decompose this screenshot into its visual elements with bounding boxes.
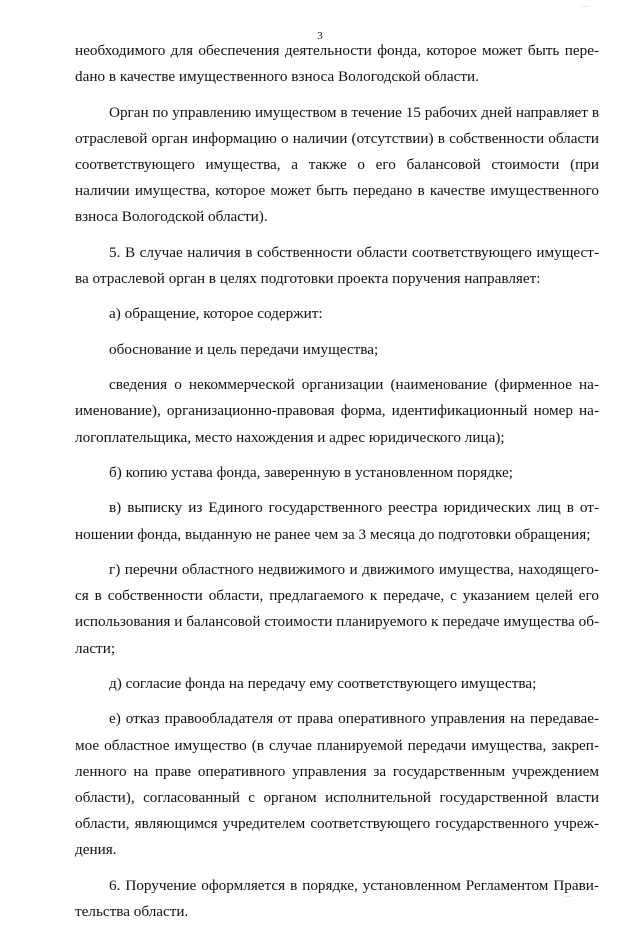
paragraph-property-authority: Орган по управлению имуществом в течение 15 рабочих дней направляет в отраслевой орган информацию о наличии (отсутствии) в собственности области соответствующего имущества, а также о его балансовой стоимости (при наличии имущества, которое может быть передано в качестве имущественного взноса Вологодской области).: [75, 103, 599, 226]
scan-corner-mark: ...: [582, 3, 590, 9]
paragraph-item-5: 5. В случае наличия в собственности области соответствующего имущества отраслевой орган в целях подготовки проекта поручения направляет:: [75, 243, 599, 287]
paragraph-item-d: д) согласие фонда на передачу ему соответствующего имущества;: [109, 674, 537, 692]
scan-corner-mark-bottom: ...: [566, 893, 574, 899]
paragraph-item-a: а) обращение, которое содержит:: [109, 305, 323, 323]
document-body: [75, 38, 599, 934]
paragraph-item-b: б) копию устава фонда, заверенную в установленном порядке;: [109, 463, 513, 481]
paragraph-item-v: в) выписку из Единого государственного реестра юридических лиц в отношении фонда, выданную не ранее чем за 3 месяца до подготовки обращения;: [75, 499, 599, 543]
paragraph-item-g: г) перечни областного недвижимого и движимого имущества, находящегося в собственности области, предлагаемого к передаче, с указанием целей его использования и балансовой стоимости планируемого к передаче имущества области;: [75, 560, 599, 657]
paragraph-continuation: необходимого для обеспечения деятельности фонда, которое может быть переdано в качестве имущественного взноса Вологодской области.: [75, 42, 599, 86]
paragraph-organization-info: сведения о некоммерческой организации (наименование (фирменное наименование), организационно-правовая форма, идентификационный номер налогоплательщика, место нахождения и адрес юридического лица);: [75, 376, 599, 446]
paragraph-item-6: 6. Поручение оформляется в порядке, установленном Регламентом Правительства области.: [75, 876, 599, 920]
page-number: 3: [317, 30, 323, 42]
paragraph-item-e: е) отказ правообладателя от права оперативного управления на передаваемое областное имущество (в случае планируемой передачи имущества, закрепленного на праве оперативного управления за государственным учреждением области), согласованный с органом исполнительной государственной власти области, являющимся учредителем соответствующего государственного учреждения.: [75, 710, 599, 859]
paragraph-justification: обоснование и цель передачи имущества;: [109, 340, 379, 358]
